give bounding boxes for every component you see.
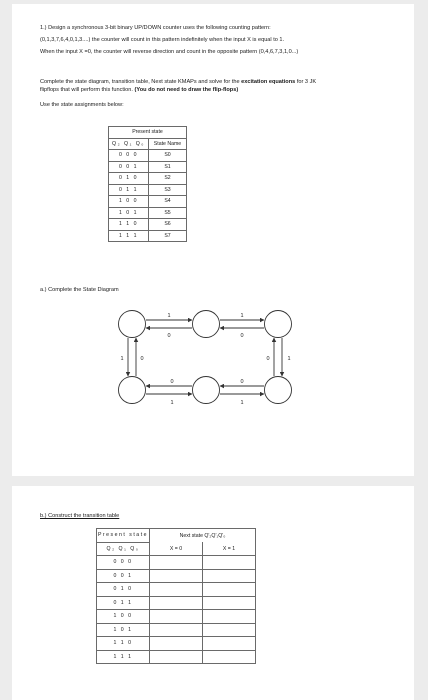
diagram-label: 0 <box>240 379 244 385</box>
task-line-2: flipflops that will perform this function. (You do not need to draw the flip-flops) <box>40 87 239 93</box>
diagram-label: 0 <box>167 333 171 339</box>
state-name: S1 <box>149 161 187 173</box>
state-bits: 0 0 0 <box>109 150 149 162</box>
next-x0-cell[interactable] <box>150 650 203 664</box>
task-line-1: Complete the state diagram, transition table, Next state KMAPs and solve for the excitation equations for 3 JK <box>40 79 317 85</box>
present-bits: 1 1 1 <box>97 650 150 664</box>
header-x1: X = 1 <box>203 542 256 556</box>
state-bits: 0 0 1 <box>109 161 149 173</box>
table-header-bits: Q₂ Q₁ Q₀ <box>109 138 149 150</box>
state-bits: 1 1 0 <box>109 219 149 231</box>
diagram-label: 1 <box>167 313 171 319</box>
present-bits: 1 0 0 <box>97 610 150 624</box>
state-bits: 1 0 1 <box>109 207 149 219</box>
next-x0-cell[interactable] <box>150 637 203 651</box>
diagram-label: 1 <box>240 400 244 406</box>
diagram-label: 1 <box>287 356 291 362</box>
state-name: S6 <box>149 219 187 231</box>
document-page-2 <box>12 486 414 700</box>
table-row <box>97 556 256 570</box>
state-bits: 0 1 1 <box>109 184 149 196</box>
transition-table <box>96 528 256 664</box>
diagram-label: 0 <box>170 379 174 385</box>
table-header-present-state: Present state <box>109 127 187 139</box>
table-row <box>97 650 256 664</box>
state-bits: 1 1 1 <box>109 230 149 242</box>
header-bits: Q₂ Q₁ Q₀ <box>97 542 150 556</box>
diagram-label: 1 <box>170 400 174 406</box>
next-x0-cell[interactable] <box>150 556 203 570</box>
state-name: S2 <box>149 173 187 185</box>
diagram-label: 0 <box>140 356 144 362</box>
next-x1-cell[interactable] <box>203 650 256 664</box>
next-x0-cell[interactable] <box>150 569 203 583</box>
state-bits: 1 0 0 <box>109 196 149 208</box>
down-pattern-text: When the input X =0, the counter will reverse direction and count in the opposite pattern (0,4,6,7,3,1,0...) <box>40 49 299 55</box>
state-name: S3 <box>149 184 187 196</box>
transition-heading: b.) Construct the transition table <box>40 513 120 519</box>
document-page-1 <box>12 4 414 476</box>
diagram-label: 0 <box>266 356 270 362</box>
present-bits: 1 1 0 <box>97 637 150 651</box>
table-row <box>97 610 256 624</box>
question-text: 1.) Design a synchronous 3-bit binary UP/DOWN counter uses the following counting pattern: <box>40 25 271 31</box>
next-x1-cell[interactable] <box>203 637 256 651</box>
header-x0: X = 0 <box>150 542 203 556</box>
present-bits: 0 0 1 <box>97 569 150 583</box>
up-pattern-text: (0,1,3,7,6,4,0,1,3....) the counter will count in this pattern indefinitely when the input X is equal to 1. <box>40 37 285 43</box>
next-x0-cell[interactable] <box>150 583 203 597</box>
next-x0-cell[interactable] <box>150 596 203 610</box>
next-x1-cell[interactable] <box>203 556 256 570</box>
state-name: S0 <box>149 150 187 162</box>
table-row <box>97 596 256 610</box>
present-bits: 0 1 0 <box>97 583 150 597</box>
next-x1-cell[interactable] <box>203 596 256 610</box>
next-x0-cell[interactable] <box>150 610 203 624</box>
present-bits: 1 0 1 <box>97 623 150 637</box>
next-x1-cell[interactable] <box>203 610 256 624</box>
table-header-state-name: State Name <box>149 138 187 150</box>
present-bits: 0 0 0 <box>97 556 150 570</box>
diagram-heading: a.) Complete the State Diagram <box>40 287 119 293</box>
table-row <box>97 623 256 637</box>
state-name: S4 <box>149 196 187 208</box>
state-circle <box>119 311 146 338</box>
next-x1-cell[interactable] <box>203 623 256 637</box>
state-circle <box>119 377 146 404</box>
state-bits: 0 1 0 <box>109 173 149 185</box>
header-next-state: Next state Q'₂Q'₁Q'₀ <box>150 529 256 543</box>
header-present-state: Present state <box>97 529 150 543</box>
state-name: S7 <box>149 230 187 242</box>
diagram-label: 1 <box>240 313 244 319</box>
next-x1-cell[interactable] <box>203 569 256 583</box>
state-diagram <box>12 4 414 476</box>
table-row <box>97 637 256 651</box>
next-x0-cell[interactable] <box>150 623 203 637</box>
diagram-label: 1 <box>120 356 124 362</box>
state-circle <box>265 377 292 404</box>
state-circle <box>193 311 220 338</box>
state-circle <box>265 311 292 338</box>
state-circle <box>193 377 220 404</box>
table-row <box>97 569 256 583</box>
state-name: S5 <box>149 207 187 219</box>
next-x1-cell[interactable] <box>203 583 256 597</box>
table-row <box>97 583 256 597</box>
assignment-text: Use the state assignments below: <box>40 102 124 108</box>
diagram-label: 0 <box>240 333 244 339</box>
present-bits: 0 1 1 <box>97 596 150 610</box>
